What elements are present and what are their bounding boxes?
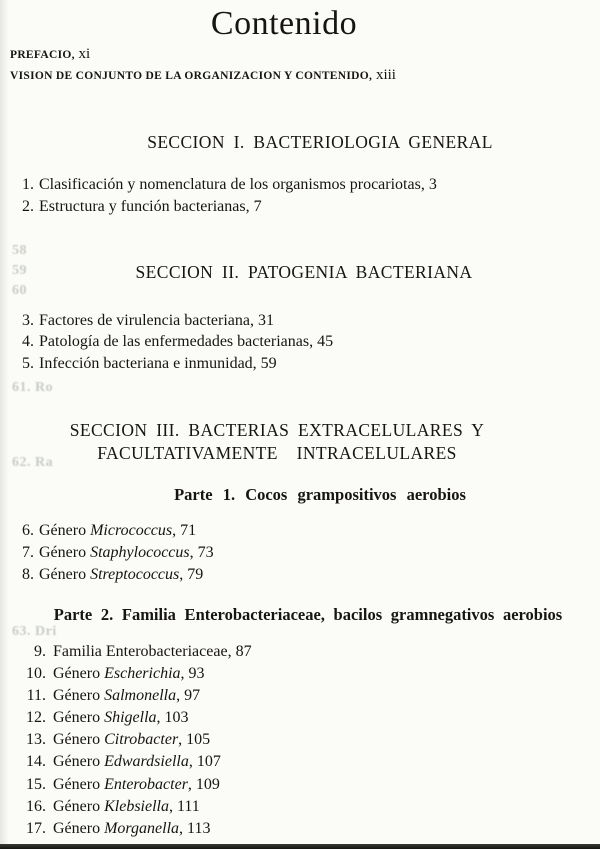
toc-entry [22,196,437,218]
entry-text [53,643,252,660]
toc-entry [16,663,252,685]
entry-number: 9. [34,643,46,660]
entry-text-plain: Género [53,731,105,749]
entry-text [39,355,277,372]
section-heading-2: SECCION II. PATOGENIA BACTERIANA [135,262,473,282]
front-matter-page: xiii [375,67,396,83]
toc-entry [16,818,252,840]
toc-entry [16,685,252,707]
ghost-bleedthrough-text: 60 [12,283,27,298]
entry-text-plain: Familia Enterobacteriaceae, 87 [53,643,252,660]
toc-entry [22,353,333,374]
entry-text-plain: Género [53,775,105,793]
section-heading-3-line1: SECCION III. BACTERIAS EXTRACELULARES Y [69,420,485,440]
entry-number: 8. [22,565,34,583]
entry-number: 6. [22,522,34,539]
parte-1-entries [22,520,214,585]
entry-text [53,709,189,726]
toc-entry [22,310,333,331]
entry-number: 2. [22,197,34,215]
entry-text-page: , 103 [156,709,189,727]
entry-text-plain: Género [53,709,105,727]
entry-text [53,665,205,682]
toc-entry [16,707,252,729]
section-heading-3-line2: FACULTATIVAMENTE INTRACELULARES [97,443,457,463]
entry-text [39,566,203,583]
entry-text-plain: Género [53,687,105,705]
entry-number: 3. [22,312,34,329]
entry-text-plain: Infección bacteriana e inmunidad, 59 [39,354,277,372]
entry-number: 15. [26,775,46,793]
entry-text-plain: Patología de las enfermedades bacterianas, 45 [39,333,334,351]
entry-text [39,312,274,329]
entry-number: 10. [26,665,46,683]
entry-text-plain: Género [53,819,105,837]
parte-1-heading: Parte 1. Cocos grampositivos aerobios [174,485,466,504]
section-heading-3 [0,419,577,465]
entry-number: 14. [26,753,46,771]
entry-text-page: , 71 [172,522,197,539]
entry-text-page: , 105 [178,731,211,749]
ghost-bleedthrough-text: 58 [12,243,27,258]
page-title: Contenido [210,5,358,42]
entry-text-page: , 79 [179,565,204,583]
entry-text-plain: Clasificación y nomenclatura de los organismos procariotas, 3 [39,176,437,193]
toc-entry [22,564,214,586]
entry-genus-italic: Micrococcus [90,522,173,539]
entry-text [53,776,220,793]
entry-number: 12. [26,709,46,727]
entry-genus-italic: Staphylococcus [90,543,190,561]
entry-text-page: , 97 [176,687,201,705]
entry-genus-italic: Salmonella [104,687,177,705]
front-matter-prefacio [10,47,90,62]
toc-entry [22,542,214,564]
entry-genus-italic: Shigella [104,709,157,727]
entry-genus-italic: Citrobacter [104,731,179,749]
toc-entry [16,641,252,663]
entry-text [53,798,200,815]
entry-text [39,198,262,215]
entry-number: 7. [22,543,34,561]
front-matter-label: VISION DE CONJUNTO DE LA ORGANIZACION Y CONTENIDO, [10,70,373,82]
entry-text-plain: Género [39,522,91,539]
entry-number: 4. [22,333,34,351]
entry-text [39,522,196,539]
ghost-bleedthrough-text: 59 [12,263,27,278]
entry-text [39,333,333,350]
entry-genus-italic: Edwardsiella [104,753,189,771]
entry-text [53,820,210,837]
entry-text-page: , 109 [187,775,220,793]
entry-text [53,731,210,748]
entry-text-page: , 93 [180,665,205,683]
entry-text-page: , 107 [188,753,221,771]
toc-entry [22,331,333,352]
toc-entry [16,729,252,751]
ghost-bleedthrough-text: 62. Ra [12,455,54,470]
entry-genus-italic: Escherichia [104,665,181,683]
entry-text [53,687,200,704]
toc-entry [22,174,437,196]
entry-text-plain: Género [39,543,91,561]
entry-genus-italic: Morganella [104,819,180,837]
entry-text [39,176,437,193]
entry-text-plain: Género [39,565,91,583]
section-2-entries [22,310,333,374]
toc-entry [16,774,252,796]
toc-entry [16,796,252,818]
entry-number: 1. [22,176,34,193]
section-1-entries [22,174,437,217]
entry-number: 5. [22,354,34,372]
entry-genus-italic: Enterobacter [104,775,188,793]
entry-text-plain: Género [53,753,105,771]
entry-text-page: , 73 [189,543,214,561]
entry-text-plain: Factores de virulencia bacteriana, 31 [39,312,274,329]
entry-text-plain: Género [53,665,105,683]
entry-text-plain: Estructura y función bacterianas, 7 [39,197,262,215]
front-matter-label: PREFACIO, [10,49,75,61]
entry-genus-italic: Klebsiella [104,797,169,815]
section-heading-1: SECCION I. BACTERIOLOGIA GENERAL [147,132,493,152]
entry-text-plain: Género [53,797,105,815]
scan-edge-bottom [0,844,600,849]
entry-number: 13. [26,731,46,749]
toc-entry [16,751,252,773]
front-matter-page: xi [78,46,91,62]
parte-2-heading: Parte 2. Familia Enterobacteriaceae, bacilos gramnegativos aerobios [53,605,563,624]
ghost-bleedthrough-text: 61. Ro [12,380,54,395]
entry-text [39,544,214,561]
entry-text-page: , 111 [168,797,200,815]
toc-entry [22,520,214,542]
entry-number: 17. [26,819,46,837]
entry-text [53,753,221,770]
ghost-bleedthrough-text: 63. Dri [12,624,57,639]
entry-text-page: , 113 [179,819,211,837]
front-matter-vision [10,68,396,83]
entry-number: 11. [26,687,46,705]
entry-number: 16. [26,797,46,815]
entry-genus-italic: Streptococcus [90,565,180,583]
parte-2-entries [16,641,252,840]
